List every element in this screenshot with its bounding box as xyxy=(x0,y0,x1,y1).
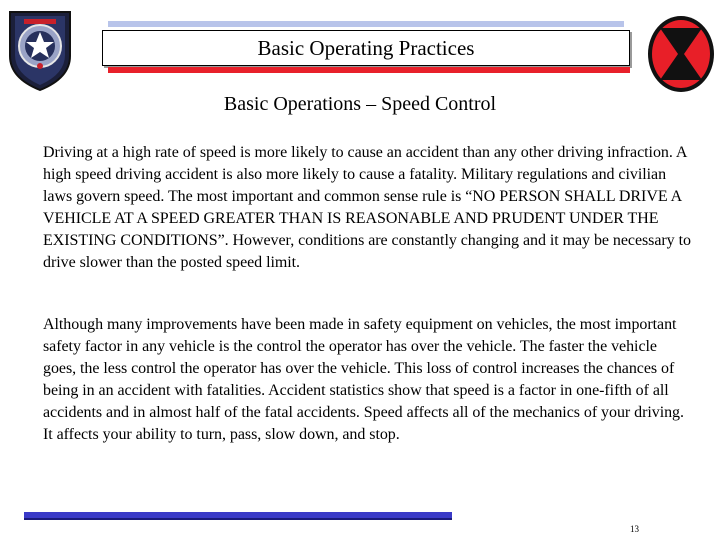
division-hourglass-patch-icon xyxy=(646,12,716,96)
page-number: 13 xyxy=(630,524,639,534)
footer-accent-bar-shadow xyxy=(24,518,452,520)
body-paragraph-2: Although many improvements have been made in safety equipment on vehicles, the most important safety factor in any vehicle is the control the operator has over the vehicle. The faster the vehicle goes, the less control the operator has over the vehicle. This loss of control increases the chances of being in an accident with fatalities. Accident statistics show that speed is a factor in one-fifth of all accidents and in almost half of the fatal accidents. Speed affects all of the mechanics of your driving. It affects your ability to turn, pass, slow down, and stop. xyxy=(43,316,684,443)
title-box xyxy=(102,30,630,66)
body-paragraph-1: Driving at a high rate of speed is more likely to cause an accident than any other driving infraction. A high speed driving accident is also more likely to cause a fatality. Military regulations and civilian laws govern speed. The most important and common sense rule is “NO PERSON SHALL DRIVE A VEHICLE AT A SPEED GREATER THAN IS REASONABLE AND PRUDENT UNDER THE EXISTING CONDITIONS”. However, conditions are constantly changing and it may be necessary to drive slower than the posted speed limit. xyxy=(43,144,691,271)
unit-crest-icon xyxy=(4,6,76,92)
slide-subtitle: Basic Operations – Speed Control xyxy=(223,93,497,115)
red-accent-bar xyxy=(108,67,630,73)
page-title: Basic Operating Practices xyxy=(257,35,475,60)
top-accent-bar xyxy=(108,21,624,27)
